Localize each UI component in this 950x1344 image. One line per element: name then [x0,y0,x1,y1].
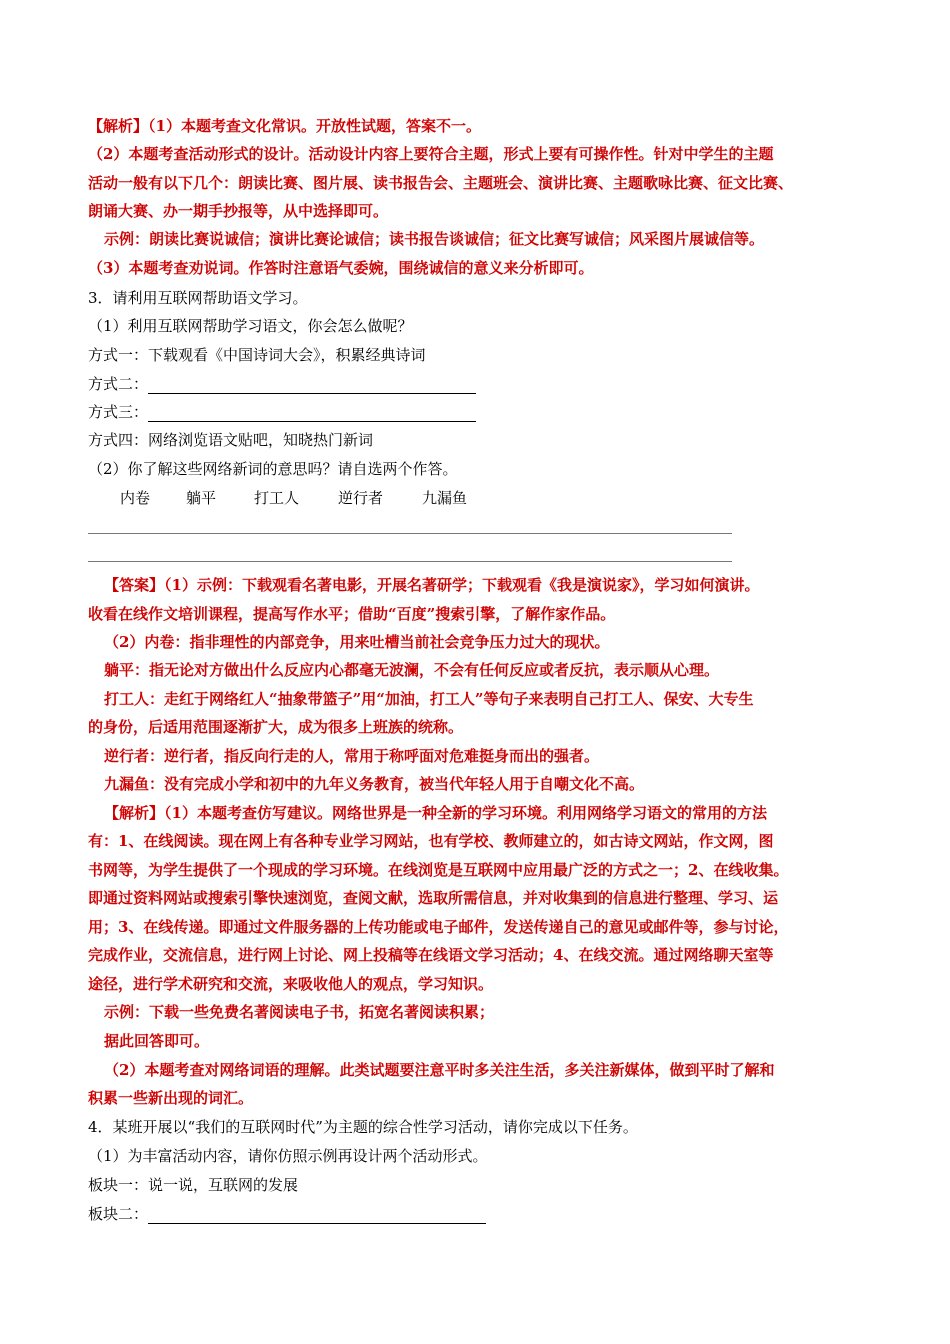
question-4-title: 4．某班开展以“我们的互联网时代”为主题的综合性学习活动，请你完成以下任务。 [88,1118,638,1136]
answer-1-line: 收看在线作文培训课程，提高写作水平；借助“百度”搜索引擎，了解作家作品。 [88,605,616,623]
word-item: 打工人 [254,489,300,507]
analysis-2-line: 活动一般有以下几个：朗读比赛、图片展、读书报告会、主题班会、演讲比赛、主题歌咏比赛、征文比赛、 [88,174,794,192]
analysis-2-line: 朗诵大赛、办一期手抄报等，从中选择即可。 [88,202,389,220]
method-four: 方式四：网络浏览语文贴吧，知晓热门新词 [88,431,374,449]
analysis-q3-line: 【解析】（1）本题考查仿写建议。网络世界是一种全新的学习环境。利用网络学习语文的常用的方法 [104,804,767,822]
answer-2-line: （2）内卷：指非理性的内部竞争，用来吐槽当前社会竞争压力过大的现状。 [104,633,610,651]
answer-2-line: 打工人：走红于网络红人“抽象带篮子”用“加油，打工人”等句子来表明自己打工人、保安、大专生 [104,690,754,708]
word-item: 九漏鱼 [422,489,468,507]
question-3-title: 3．请利用互联网帮助语文学习。 [88,289,308,307]
analysis-q3-example: 示例：下载一些免费名著阅读电子书，拓宽名著阅读积累； [104,1003,495,1021]
method-three-label: 方式三： [88,403,149,421]
method-three-blank[interactable] [148,405,476,422]
answer-line[interactable] [88,533,732,534]
analysis-2-line: （2）本题考查活动形式的设计。活动设计内容上要符合主题，形式上要有可操作性。针对中学生的主题 [88,145,774,163]
word-item: 逆行者 [338,489,384,507]
analysis-q3-line: 途径，进行学术研究和交流，来吸收他人的观点，学习知识。 [88,975,494,993]
question-3-part-1: （1）利用互联网帮助学习语文，你会怎么做呢？ [88,317,413,335]
answer-1-line: 【答案】（1）示例：下载观看名著电影，开展名著研学；下载观看《我是演说家》，学习如何演讲。 [104,576,760,594]
new-words-list [120,488,467,508]
method-one: 方式一：下载观看《中国诗词大会》，积累经典诗词 [88,346,426,364]
section-two-blank[interactable] [148,1207,486,1224]
analysis-q3-conclusion: 据此回答即可。 [104,1032,210,1050]
analysis-q3-line: 用；3、在线传递。即通过文件服务器的上传功能或电子邮件，发送传递自己的意见或邮件等，参与讨论， [88,918,789,936]
analysis-1-line: 【解析】（1）本题考查文化常识。开放性试题，答案不一。 [88,117,481,135]
answer-2-line: 的身份，后适用范围逐渐扩大，成为很多上班族的统称。 [88,718,464,736]
answer-line[interactable] [88,561,732,562]
answer-2-line: 逆行者：逆行者，指反向行走的人，常用于称呼面对危难挺身而出的强者。 [104,747,600,765]
method-two-label: 方式二： [88,375,149,393]
method-three [88,402,476,422]
question-4-part-1: （1）为丰富活动内容，请你仿照示例再设计两个活动形式。 [88,1147,488,1165]
word-item: 躺平 [186,489,217,507]
answer-2-line: 躺平：指无论对方做出什么反应内心都毫无波澜，不会有任何反应或者反抗，表示顺从心理。 [104,661,720,679]
analysis-q3-line: 即通过资料网站或搜索引擎快速浏览，查阅文献，选取所需信息，并对收集到的信息进行整理、学习、运 [88,889,779,907]
analysis-q3-line: 完成作业，交流信息，进行网上讨论、网上投稿等在线语文学习活动；4、在线交流。通过网络聊天室等 [88,946,774,964]
method-two [88,374,476,394]
question-3-part-2: （2）你了解这些网络新词的意思吗？请自选两个作答。 [88,460,458,478]
section-one: 板块一：说一说，互联网的发展 [88,1176,299,1194]
analysis-3-line: （3）本题考查劝说词。作答时注意语气委婉，围绕诚信的意义来分析即可。 [88,259,594,277]
analysis-q3-part2-line: （2）本题考查对网络词语的理解。此类试题要注意平时多关注生活，多关注新媒体，做到平时了解和 [104,1061,775,1079]
example-line: 示例：朗读比赛说诚信；演讲比赛论诚信；读书报告谈诚信；征文比赛写诚信；风采图片展诚信等。 [104,230,765,248]
section-two-label: 板块二： [88,1205,149,1223]
analysis-q3-part2-line: 积累一些新出现的词汇。 [88,1089,254,1107]
analysis-q3-line: 书网等，为学生提供了一个现成的学习环境。在线浏览是互联网中应用最广泛的方式之一；2、在线收集。 [88,861,789,879]
section-two [88,1204,486,1224]
analysis-q3-line: 有：1、在线阅读。现在网上有各种专业学习网站，也有学校、教师建立的，如古诗文网站，作文网，图 [88,832,774,850]
answer-2-line: 九漏鱼：没有完成小学和初中的九年义务教育，被当代年轻人用于自嘲文化不高。 [104,775,645,793]
method-two-blank[interactable] [148,377,476,394]
word-item: 内卷 [120,489,151,507]
